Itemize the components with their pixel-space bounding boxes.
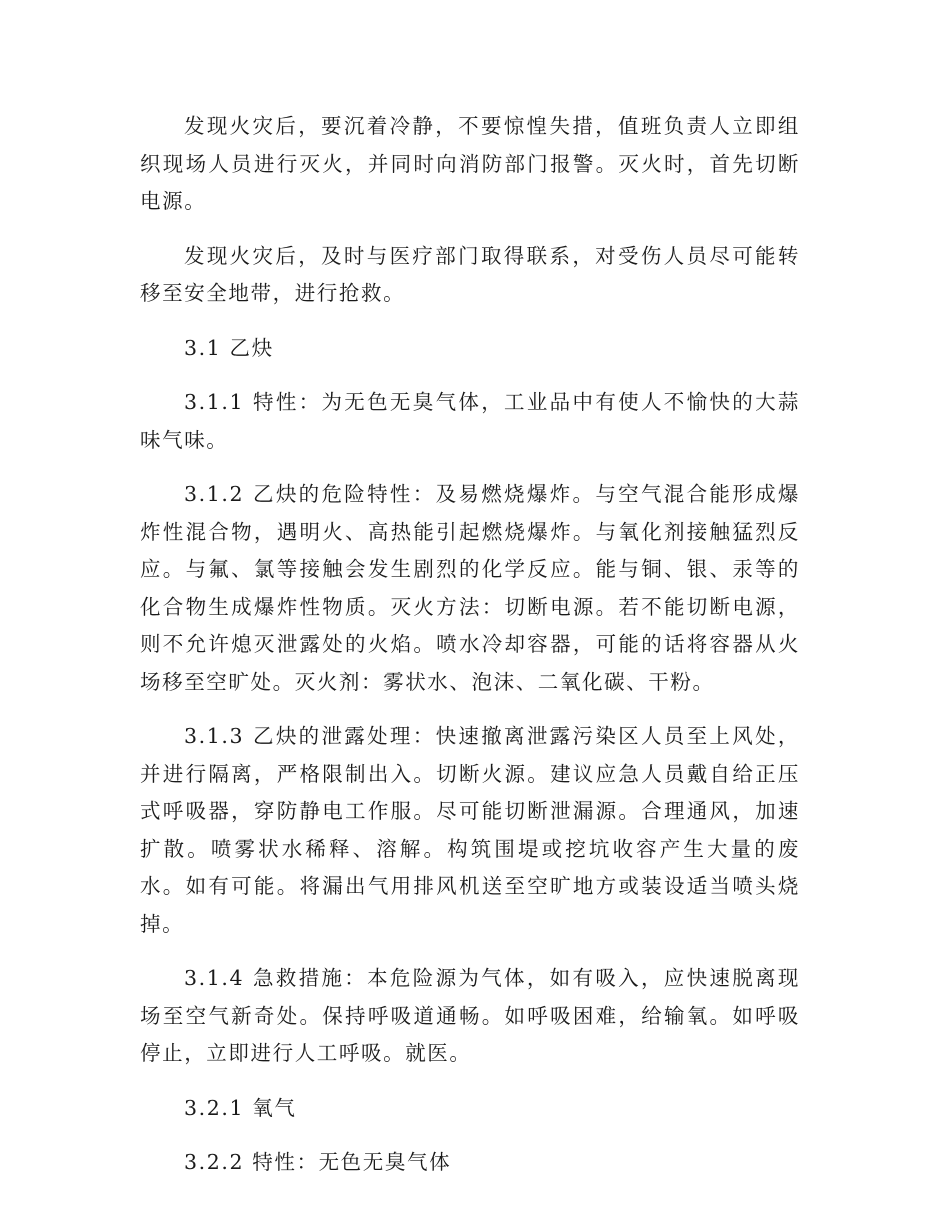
document-body bbox=[140, 108, 800, 1199]
paragraph-acetylene-properties: 3.1.1 特性：为无色无臭气体，工业品中有使人不愉快的大蒜味气味。 bbox=[140, 390, 800, 452]
paragraph-acetylene-hazards: 3.1.2 乙炔的危险特性：及易燃烧爆炸。与空气混合能形成爆炸性混合物，遇明火、高热能引起燃烧爆炸。与氧化剂接触猛烈反应。与氟、氯等接触会发生剧烈的化学反应。能与铜、银、汞等的化合物生成爆炸性物质。灭火方法：切断电源。若不能切断电源，则不允许熄灭泄露处的火焰。喷水冷却容器，可能的话将容器从火场移至空旷处。灭火剂：雾状水、泡沫、二氧化碳、干粉。 bbox=[140, 482, 800, 694]
paragraph-fire-response: 发现火灾后，要沉着冷静，不要惊惶失措，值班负责人立即组织现场人员进行灭火，并同时向消防部门报警。灭火时，首先切断电源。 bbox=[140, 114, 800, 213]
paragraph-oxygen-properties: 3.2.2 特性：无色无臭气体 bbox=[184, 1150, 452, 1174]
section-heading-acetylene: 3.1 乙炔 bbox=[184, 335, 274, 360]
paragraph-acetylene-leak-handling: 3.1.3 乙炔的泄露处理：快速撤离泄露污染区人员至上风处，并进行隔离，严格限制出入。切断火源。建议应急人员戴自给正压式呼吸器，穿防静电工作服。尽可能切断泄漏源。合理通风，加速扩散。喷雾状水稀释、溶解。构筑围堤或挖坑收容产生大量的废水。如有可能。将漏出气用排风机送至空旷地方或装设适当喷头烧掉。 bbox=[140, 724, 800, 936]
paragraph-acetylene-first-aid: 3.1.4 急救措施：本危险源为气体，如有吸入，应快速脱离现场至空气新奇处。保持呼吸道通畅。如呼吸困难，给输氧。如呼吸停止，立即进行人工呼吸。就医。 bbox=[140, 966, 800, 1065]
section-heading-oxygen: 3.2.1 氧气 bbox=[184, 1095, 297, 1120]
paragraph-medical-contact: 发现火灾后，及时与医疗部门取得联系，对受伤人员尽可能转移至安全地带，进行抢救。 bbox=[140, 243, 800, 305]
